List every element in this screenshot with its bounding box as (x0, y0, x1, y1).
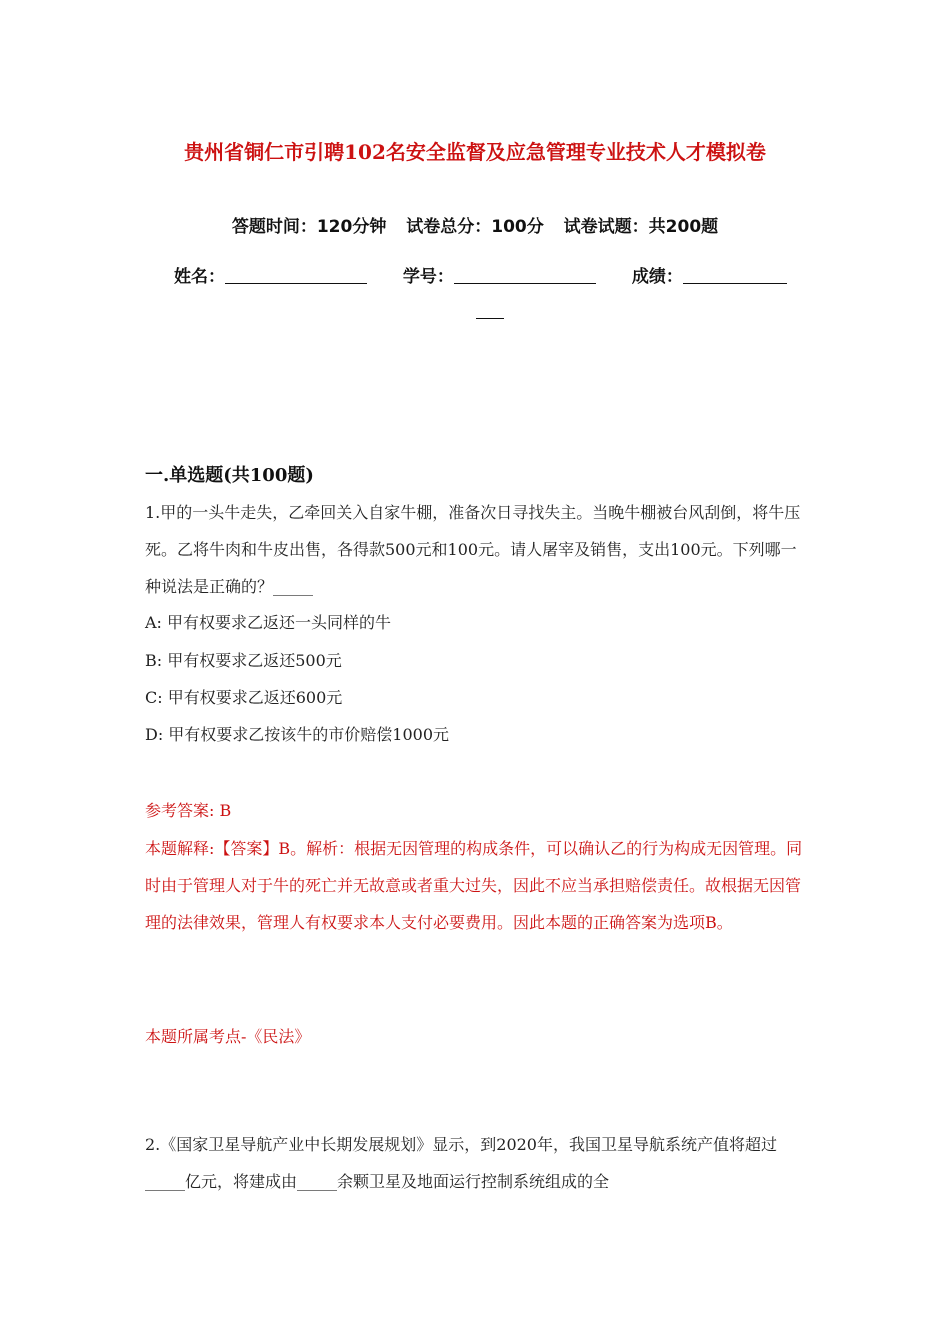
score-label: 成绩： (631, 267, 683, 287)
name-field (174, 262, 367, 287)
student-id-label: 学号： (402, 267, 454, 287)
question-1-answer: 参考答案: B (145, 801, 232, 820)
section-heading: 一.单选题(共100题) (145, 465, 314, 486)
question-1-topic: 本题所属考点-《民法》 (145, 1027, 311, 1046)
score-blank-continued (476, 300, 504, 319)
question-1-option-b: B: 甲有权要求乙返还500元 (145, 651, 342, 670)
name-blank (225, 265, 367, 284)
student-id-blank (454, 265, 596, 284)
question-1-option-c: C: 甲有权要求乙返还600元 (145, 688, 343, 707)
question-2-text: 2.《国家卫星导航产业中长期发展规划》显示，到2020年，我国卫星导航系统产值将超过_____亿元，将建成由_____余颗卫星及地面运行控制系统组成的全 (145, 1135, 777, 1191)
exam-title: 贵州省铜仁市引聘102名安全监督及应急管理专业技术人才模拟卷 (184, 140, 766, 164)
score-blank (683, 265, 787, 284)
exam-meta (0, 212, 950, 237)
question-1-option-d: D: 甲有权要求乙按该牛的市价赔偿1000元 (145, 725, 450, 744)
question-1-explanation: 本题解释:【答案】B。解析：根据无因管理的构成条件，可以确认乙的行为构成无因管理。同时由于管理人对于牛的死亡并无故意或者重大过失，因此不应当承担赔偿责任。故根据无因管理的法律效果，管理人有权要求本人支付必要费用。因此本题的正确答案为选项B。 (145, 839, 803, 932)
score-field (632, 262, 787, 287)
exam-question-count: 试卷试题：共200题 (563, 217, 719, 237)
exam-time: 答题时间：120分钟 (231, 217, 387, 237)
question-1-option-a: A: 甲有权要求乙返还一头同样的牛 (145, 613, 392, 632)
student-id-field (403, 262, 596, 287)
student-info-fields (174, 262, 787, 287)
exam-total-score: 试卷总分：100分 (406, 217, 544, 237)
question-1-text: 1.甲的一头牛走失，乙牵回关入自家牛棚，准备次日寻找失主。当晚牛棚被台风刮倒，将牛压死。乙将牛肉和牛皮出售，各得款500元和100元。请人屠宰及销售，支出100元。下列哪一种说法是正确的？_____ (145, 503, 801, 596)
name-label: 姓名： (174, 267, 225, 287)
